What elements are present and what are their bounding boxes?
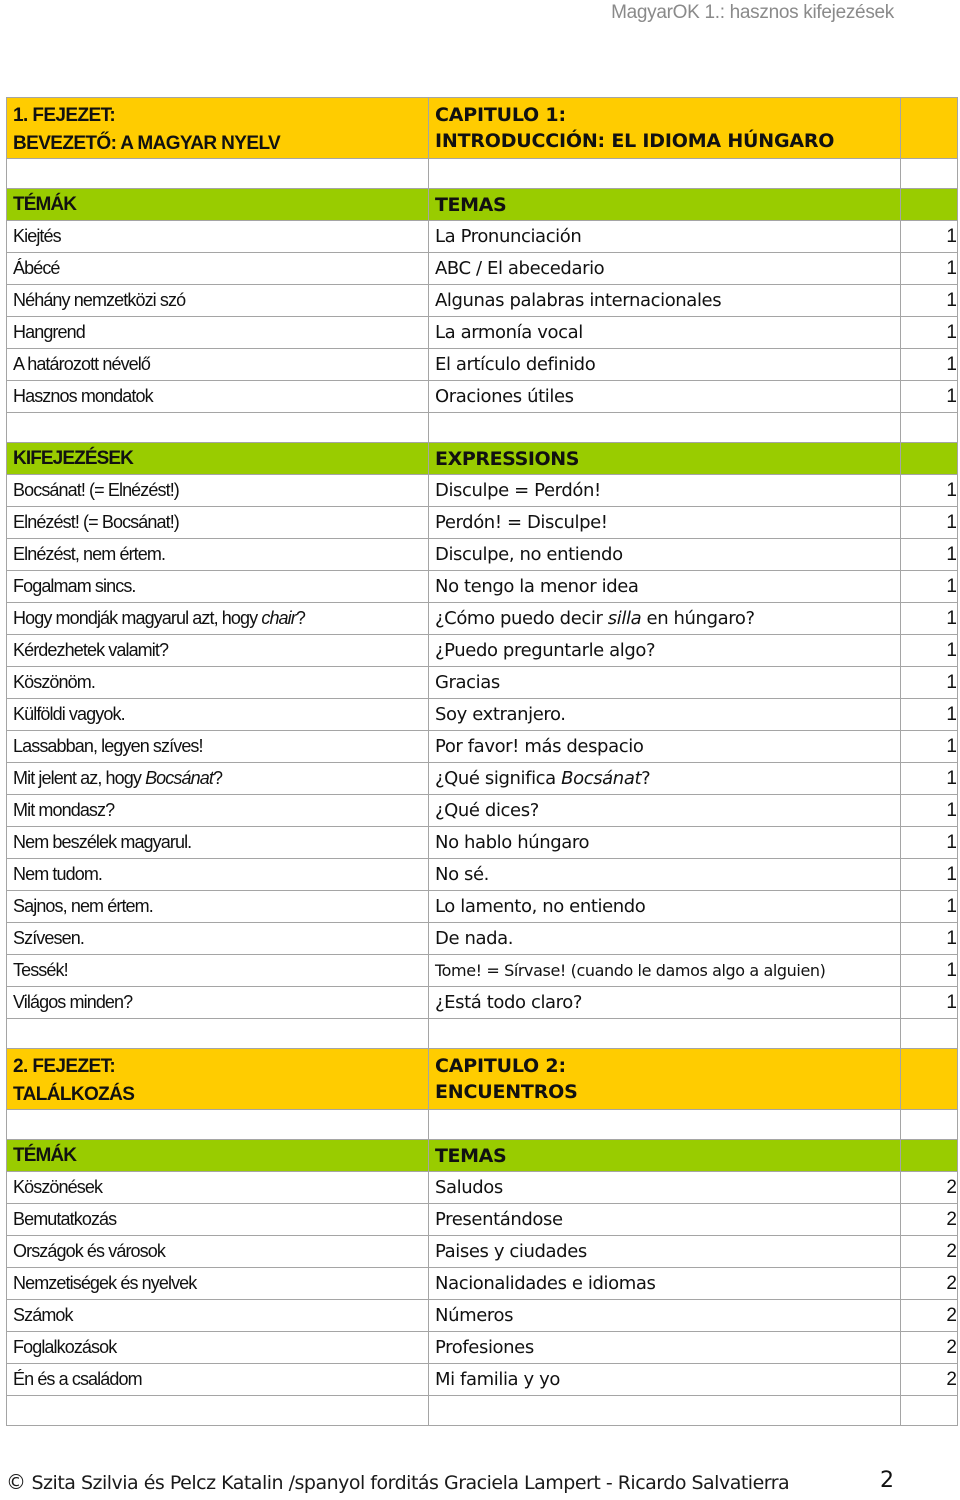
phrase-hu: Külföldi vagyok.: [7, 699, 429, 731]
empty-cell: [7, 413, 429, 443]
phrase-es: Lo lamento, no entiendo: [429, 891, 901, 923]
phrase-es: [429, 763, 901, 795]
phrase-es: Por favor! más despacio: [429, 731, 901, 763]
empty-cell: [901, 1396, 958, 1426]
page-reference: 1: [901, 987, 958, 1019]
phrase-hu: Hangrend: [7, 317, 429, 349]
page-reference: 1: [901, 795, 958, 827]
chapter-name-es: ENCUENTROS: [435, 1081, 578, 1103]
phrase-es-part: silla: [607, 608, 642, 629]
page-reference: 2: [901, 1300, 958, 1332]
page-reference: 2: [901, 1268, 958, 1300]
empty-cell: [429, 159, 901, 189]
table-row: [7, 827, 958, 859]
phrase-hu: Köszönöm.: [7, 667, 429, 699]
chapter-title-hu: [7, 98, 429, 159]
page-reference: 1: [901, 381, 958, 413]
phrase-hu: Országok és városok: [7, 1236, 429, 1268]
phrase-hu: Bocsánat! (= Elnézést!): [7, 475, 429, 507]
page-reference: 1: [901, 253, 958, 285]
page-number: 2: [880, 1468, 894, 1493]
table-row: [7, 1172, 958, 1204]
section-header-row: [7, 1140, 958, 1172]
phrase-es: Disculpe = Perdón!: [429, 475, 901, 507]
phrase-es: Presentándose: [429, 1204, 901, 1236]
empty-cell: [901, 1110, 958, 1140]
phrase-es: ¿Qué dices?: [429, 795, 901, 827]
page-reference: 1: [901, 285, 958, 317]
section-title-es: TEMAS: [429, 1140, 901, 1172]
page-header-title: MagyarOK 1.: hasznos kifejezések: [611, 2, 894, 23]
section-title-hu: TÉMÁK: [7, 1140, 429, 1172]
chapter-name-hu: TALÁLKOZÁS: [13, 1084, 135, 1105]
phrase-es: Soy extranjero.: [429, 699, 901, 731]
page-reference: 2: [901, 1332, 958, 1364]
page-reference: 1: [901, 667, 958, 699]
chapter-number-hu: 1. FEJEZET:: [13, 105, 116, 126]
phrase-es: De nada.: [429, 923, 901, 955]
copyright-icon: ©: [6, 1470, 26, 1494]
phrase-hu: Nemzetiségek és nyelvek: [7, 1268, 429, 1300]
phrase-es-part: en húngaro?: [641, 608, 755, 629]
table-row: [7, 285, 958, 317]
page-reference: 1: [901, 539, 958, 571]
phrase-es: El artículo definido: [429, 349, 901, 381]
table-row: [7, 349, 958, 381]
phrase-hu: Szívesen.: [7, 923, 429, 955]
phrase-es: ¿Está todo claro?: [429, 987, 901, 1019]
page-reference: 1: [901, 349, 958, 381]
section-header-row: [7, 189, 958, 221]
section-header-row: [7, 443, 958, 475]
phrase-es: [429, 603, 901, 635]
phrase-es: ABC / El abecedario: [429, 253, 901, 285]
chapter-title-hu: [7, 1049, 429, 1110]
phrase-hu: A határozott névelő: [7, 349, 429, 381]
page-reference: 1: [901, 571, 958, 603]
section-title-hu: KIFEJEZÉSEK: [7, 443, 429, 475]
page-reference: 1: [901, 923, 958, 955]
phrase-hu-part: Mit jelent az, hogy: [13, 768, 146, 788]
table-row: [7, 667, 958, 699]
table-row: [7, 317, 958, 349]
phrase-hu: Világos minden?: [7, 987, 429, 1019]
table-row: [7, 1300, 958, 1332]
phrase-hu-part: chair: [261, 608, 296, 628]
empty-cell: [901, 1049, 958, 1110]
table-row: [7, 381, 958, 413]
phrase-hu: Kiejtés: [7, 221, 429, 253]
spacer-row: [7, 1110, 958, 1140]
phrase-hu: Köszönések: [7, 1172, 429, 1204]
page-reference: 1: [901, 827, 958, 859]
page-reference: 1: [901, 891, 958, 923]
empty-cell: [901, 1019, 958, 1049]
chapter-name-hu: BEVEZETŐ: A MAGYAR NYELV: [13, 133, 281, 154]
chapter-number-es: CAPITULO 2:: [435, 1055, 566, 1077]
phrase-es: Oraciones útiles: [429, 381, 901, 413]
table-row: [7, 987, 958, 1019]
page-reference: 1: [901, 699, 958, 731]
phrase-es: La armonía vocal: [429, 317, 901, 349]
phrase-hu-part: ?: [295, 608, 305, 628]
table-row: [7, 507, 958, 539]
phrase-hu: Tessék!: [7, 955, 429, 987]
table-row: [7, 1236, 958, 1268]
phrase-es: No tengo la menor idea: [429, 571, 901, 603]
page-reference: 1: [901, 507, 958, 539]
phrase-hu: Bemutatkozás: [7, 1204, 429, 1236]
empty-cell: [901, 159, 958, 189]
section-title-es: EXPRESSIONS: [429, 443, 901, 475]
empty-cell: [429, 1110, 901, 1140]
phrase-es: Números: [429, 1300, 901, 1332]
empty-cell: [901, 1140, 958, 1172]
table-row: [7, 253, 958, 285]
phrase-hu: Hasznos mondatok: [7, 381, 429, 413]
table-row: [7, 763, 958, 795]
phrase-hu: Mit mondasz?: [7, 795, 429, 827]
phrase-hu: Foglalkozások: [7, 1332, 429, 1364]
page-reference: 1: [901, 731, 958, 763]
page-reference: 2: [901, 1204, 958, 1236]
table-row: [7, 1204, 958, 1236]
phrase-hu: Nem tudom.: [7, 859, 429, 891]
table-row: [7, 603, 958, 635]
table-row: [7, 1268, 958, 1300]
chapter-header-row: [7, 1049, 958, 1110]
spacer-row: [7, 1019, 958, 1049]
section-title-es: TEMAS: [429, 189, 901, 221]
phrase-es: La Pronunciación: [429, 221, 901, 253]
phrase-es: ¿Puedo preguntarle algo?: [429, 635, 901, 667]
page-reference: 1: [901, 603, 958, 635]
table-row: [7, 539, 958, 571]
phrase-hu: Elnézést, nem értem.: [7, 539, 429, 571]
phrase-hu-part: Hogy mondják magyarul azt, hogy: [13, 608, 262, 628]
phrase-hu-part: ?: [212, 768, 223, 788]
phrase-es: Gracias: [429, 667, 901, 699]
chapter-title-es: [429, 1049, 901, 1110]
page-reference: 1: [901, 317, 958, 349]
spacer-row: [7, 1396, 958, 1426]
phrase-hu: [7, 603, 429, 635]
spacer-row: [7, 159, 958, 189]
phrase-es: Paises y ciudades: [429, 1236, 901, 1268]
phrase-hu: Fogalmam sincs.: [7, 571, 429, 603]
phrase-es: No sé.: [429, 859, 901, 891]
vocabulary-table: [6, 97, 958, 1426]
empty-cell: [7, 1019, 429, 1049]
phrase-es: Nacionalidades e idiomas: [429, 1268, 901, 1300]
phrase-hu: Számok: [7, 1300, 429, 1332]
phrase-es: Tome! = Sírvase! (cuando le damos algo a alguien): [429, 955, 901, 987]
table-row: [7, 891, 958, 923]
section-title-hu: TÉMÁK: [7, 189, 429, 221]
table-row: [7, 1364, 958, 1396]
page-reference: 2: [901, 1364, 958, 1396]
page-reference: 1: [901, 763, 958, 795]
page-reference: 2: [901, 1172, 958, 1204]
table-row: [7, 859, 958, 891]
table-row: [7, 795, 958, 827]
phrase-es-part: ¿Qué significa: [435, 768, 562, 789]
table-row: [7, 699, 958, 731]
phrase-es: Mi familia y yo: [429, 1364, 901, 1396]
phrase-es-part: Bocsánat: [561, 768, 642, 789]
phrase-hu: Én és a családom: [7, 1364, 429, 1396]
chapter-number-es: CAPITULO 1:: [435, 104, 566, 126]
empty-cell: [901, 413, 958, 443]
page-reference: 1: [901, 221, 958, 253]
phrase-es: Perdón! = Disculpe!: [429, 507, 901, 539]
page-reference: 1: [901, 635, 958, 667]
vocabulary-table-body: [7, 98, 958, 1426]
phrase-hu: Kérdezhetek valamit?: [7, 635, 429, 667]
footer-credits-text: Szita Szilvia és Pelcz Katalin /spanyol forditás Graciela Lampert - Ricardo Salvatierra: [31, 1472, 790, 1494]
phrase-hu: Elnézést! (= Bocsánat!): [7, 507, 429, 539]
table-row: [7, 221, 958, 253]
table-row: [7, 571, 958, 603]
table-row: [7, 1332, 958, 1364]
phrase-es-part: ?: [641, 768, 651, 789]
phrase-hu: Sajnos, nem értem.: [7, 891, 429, 923]
phrase-es: Saludos: [429, 1172, 901, 1204]
footer-credits: [6, 1470, 789, 1494]
empty-cell: [901, 443, 958, 475]
phrase-hu: Ábécé: [7, 253, 429, 285]
phrase-hu: Nem beszélek magyarul.: [7, 827, 429, 859]
phrase-hu: [7, 763, 429, 795]
chapter-title-es: [429, 98, 901, 159]
chapter-header-row: [7, 98, 958, 159]
empty-cell: [429, 1396, 901, 1426]
empty-cell: [7, 1110, 429, 1140]
table-row: [7, 635, 958, 667]
empty-cell: [901, 189, 958, 221]
empty-cell: [429, 1019, 901, 1049]
phrase-es: Disculpe, no entiendo: [429, 539, 901, 571]
empty-cell: [429, 413, 901, 443]
table-row: [7, 955, 958, 987]
phrase-hu: Lassabban, legyen szíves!: [7, 731, 429, 763]
spacer-row: [7, 413, 958, 443]
page-reference: 2: [901, 1236, 958, 1268]
page-reference: 1: [901, 955, 958, 987]
page-reference: 1: [901, 859, 958, 891]
phrase-hu: Néhány nemzetközi szó: [7, 285, 429, 317]
table-row: [7, 731, 958, 763]
phrase-es-part: ¿Cómo puedo decir: [435, 608, 608, 629]
phrase-es: Profesiones: [429, 1332, 901, 1364]
page-reference: 1: [901, 475, 958, 507]
phrase-hu-part: Bocsánat: [145, 768, 213, 788]
empty-cell: [7, 159, 429, 189]
table-row: [7, 923, 958, 955]
phrase-es: Algunas palabras internacionales: [429, 285, 901, 317]
chapter-name-es: INTRODUCCIÓN: EL IDIOMA HÚNGARO: [435, 130, 835, 152]
empty-cell: [901, 98, 958, 159]
phrase-es: No hablo húngaro: [429, 827, 901, 859]
empty-cell: [7, 1396, 429, 1426]
chapter-number-hu: 2. FEJEZET:: [13, 1056, 116, 1077]
table-row: [7, 475, 958, 507]
